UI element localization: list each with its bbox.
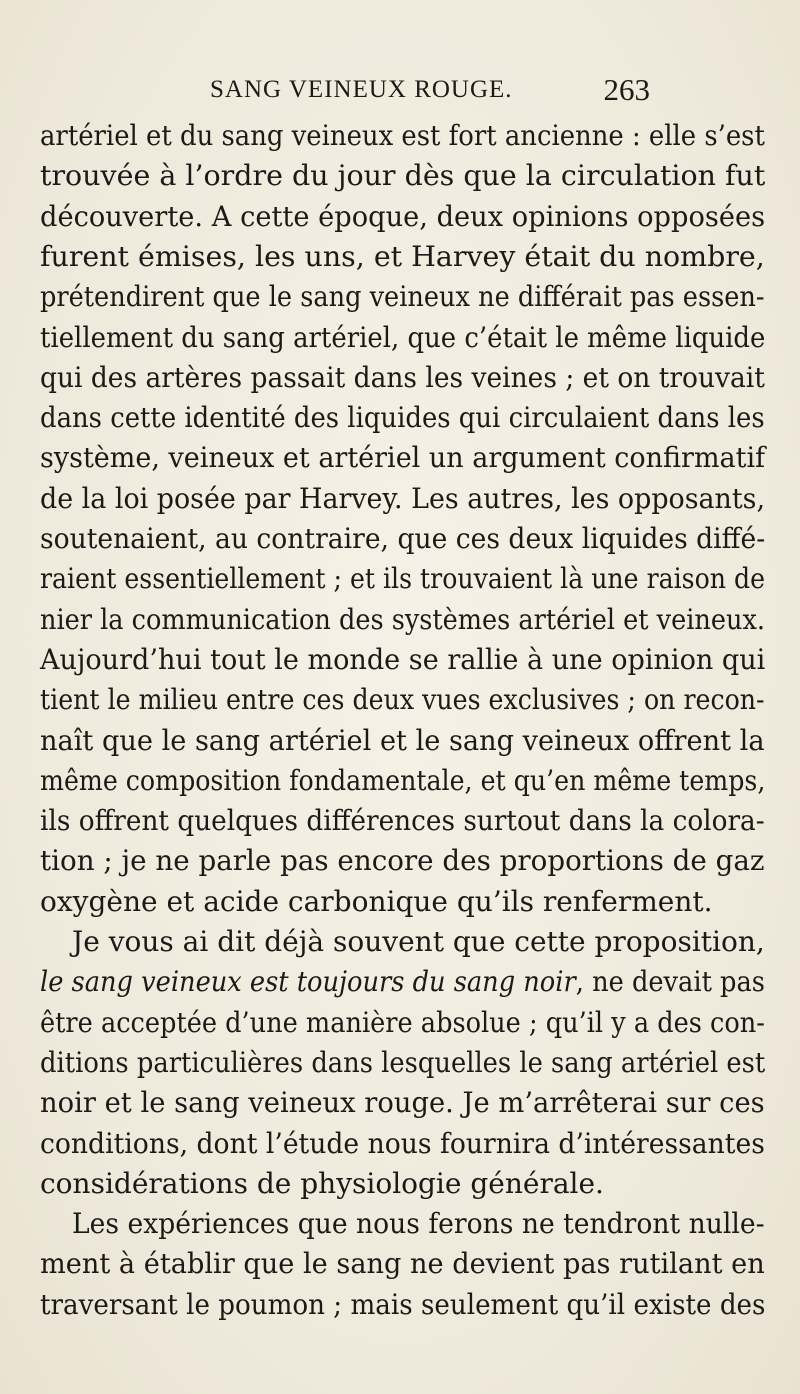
text-line: considérations de physiologie générale. [40, 1166, 604, 1200]
text-line: de la loi posée par Harvey. Les autres, les opposants, [40, 481, 766, 515]
running-head: SANG VEINEUX ROUGE. [210, 76, 513, 103]
text-line: découverte. A cette époque, deux opinions opposées [40, 199, 766, 233]
text-line: conditions, dont l’étude nous fournira d’intéressantes [40, 1126, 765, 1160]
text-line: tiellement du sang artériel, que c’était le même liquide [40, 320, 766, 354]
text-line: système, veineux et artériel un argument confirmatif [40, 441, 766, 475]
page-number: 263 [603, 72, 650, 107]
text-line: ditions particulières dans lesquelles le sang artériel est [40, 1045, 766, 1079]
text-line: naît que le sang artériel et le sang veineux offrent la [40, 723, 765, 757]
text-line: ment à établir que le sang ne devient pas rutilant en [40, 1247, 765, 1281]
text-line: tion ; je ne parle pas encore des proportions de gaz [40, 844, 765, 878]
italic-phrase: le sang veineux est toujours du sang noir [40, 965, 576, 999]
text-line: Les expériences que nous ferons ne tendront nulle- [72, 1207, 765, 1241]
text-line: Je vous ai dit déjà souvent que cette proposition, [72, 925, 765, 958]
text-line: trouvée à l’ordre du jour dès que la circulation fut [40, 159, 766, 193]
text-line: tient le milieu entre ces deux vues exclusives ; on recon- [40, 683, 765, 717]
text-line: nier la communication des systèmes artériel et veineux. [40, 602, 766, 636]
text-line: oxygène et acide carbonique qu’ils renferment. [40, 884, 713, 918]
text-line: qui des artères passait dans les veines ; et on trouvait [40, 360, 765, 394]
text-line: même composition fondamentale, et qu’en même temps, [40, 763, 766, 797]
text-line: soutenaient, au contraire, que ces deux liquides diffé- [40, 522, 766, 555]
text-line: furent émises, les uns, et Harvey était du nombre, [40, 239, 765, 273]
page-header [210, 72, 650, 112]
text-line: ils offrent quelques différences surtout dans la colora- [40, 804, 765, 838]
text-line: prétendirent que le sang veineux ne différait pas essen- [40, 280, 765, 314]
text-line: Aujourd’hui tout le monde se rallie à une opinion qui [40, 642, 766, 676]
text-line: traversant le poumon ; mais seulement qu’il existe des [40, 1287, 766, 1321]
line-remainder: , ne devait pas [575, 965, 765, 999]
text-line [40, 965, 765, 999]
text-line: artériel et du sang veineux est fort ancienne : elle s’est [40, 119, 765, 152]
text-line: raient essentiellement ; et ils trouvaient là une raison de [40, 562, 766, 596]
text-line: être acceptée d’une manière absolue ; qu’il y a des con- [40, 1005, 765, 1039]
text-line: dans cette identité des liquides qui circulaient dans les [40, 401, 765, 435]
text-line: noir et le sang veineux rouge. Je m’arrêterai sur ces [40, 1086, 765, 1120]
